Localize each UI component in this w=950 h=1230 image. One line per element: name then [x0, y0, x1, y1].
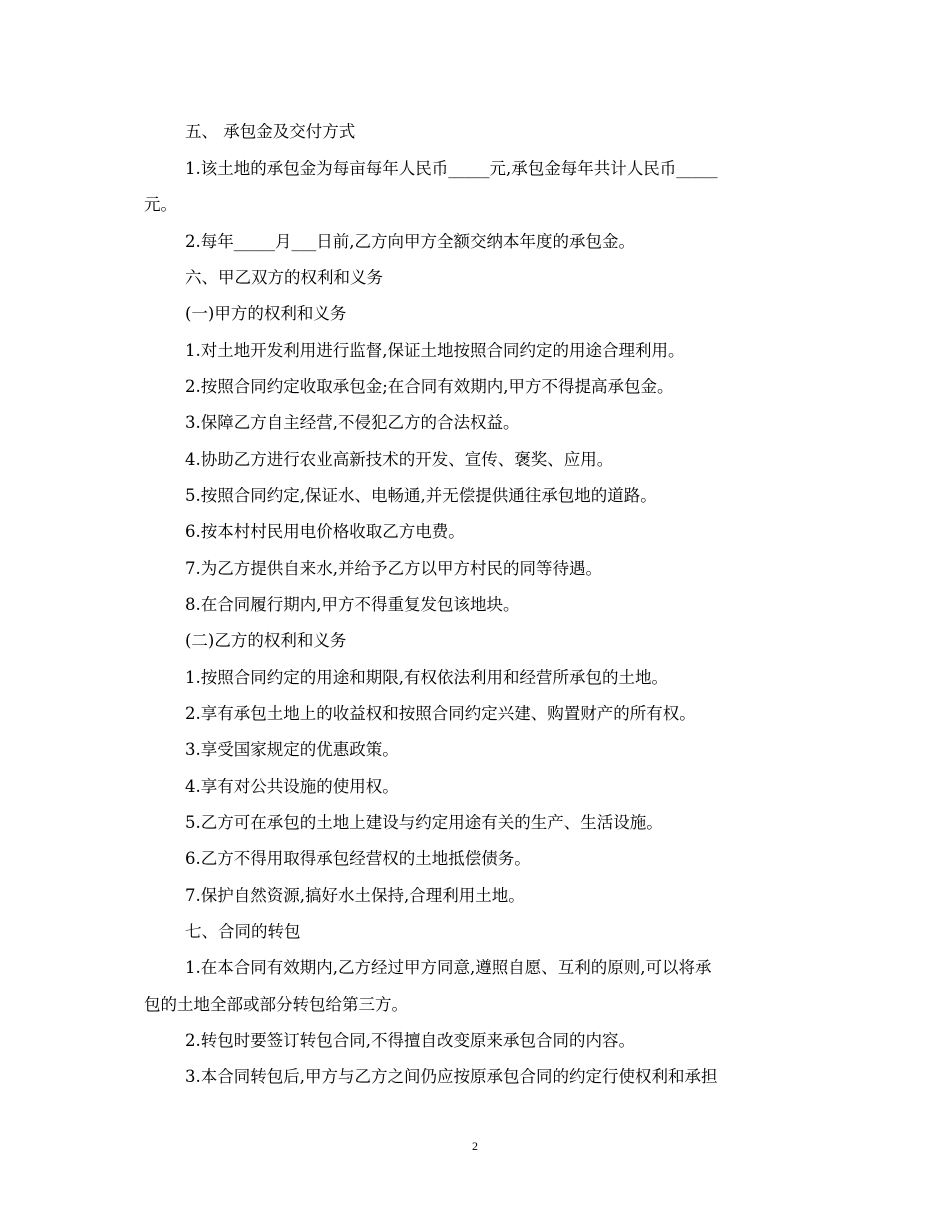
paragraph-line: 2.每年_____月___日前,乙方向甲方全额交纳本年度的承包金。 — [185, 232, 635, 251]
paragraph-line: 2.转包时要签订转包合同,不得擅自改变原来承包合同的内容。 — [185, 1031, 635, 1050]
section-heading-7: 七、合同的转包 — [185, 922, 301, 941]
section-heading-5: 五、 承包金及交付方式 — [185, 122, 356, 141]
paragraph-line: 8.在合同履行期内,甲方不得重复发包该地块。 — [185, 595, 520, 614]
paragraph-line: 5.乙方可在承包的土地上建设与约定用途有关的生产、生活设施。 — [185, 813, 663, 832]
paragraph-line: 4.协助乙方进行农业高新技术的开发、宣传、褒奖、应用。 — [185, 450, 614, 469]
subsection-heading: (二)乙方的权利和义务 — [185, 631, 347, 650]
page-number: 2 — [472, 1139, 478, 1153]
paragraph-line: 包的土地全部或部分转包给第三方。 — [144, 995, 408, 1014]
paragraph-line: 6.按本村村民用电价格收取乙方电费。 — [185, 522, 465, 541]
paragraph-line: 7.保护自然资源,搞好水土保持,合理利用土地。 — [185, 886, 525, 905]
paragraph-line: 5.按照合同约定,保证水、电畅通,并无偿提供通往承包地的道路。 — [185, 486, 657, 505]
paragraph-line: 7.为乙方提供自来水,并给予乙方以甲方村民的同等待遇。 — [185, 559, 602, 578]
subsection-heading: (一)甲方的权利和义务 — [185, 304, 347, 323]
paragraph-line: 1.在本合同有效期内,乙方经过甲方同意,遵照自愿、互利的原则,可以将承 — [185, 958, 712, 977]
paragraph-line: 2.按照合同约定收取承包金;在合同有效期内,甲方不得提高承包金。 — [185, 377, 674, 396]
section-heading-6: 六、甲乙双方的权利和义务 — [185, 268, 383, 287]
paragraph-line: 4.享有对公共设施的使用权。 — [185, 777, 399, 796]
paragraph-line: 6.乙方不得用取得承包经营权的土地抵偿债务。 — [185, 849, 531, 868]
paragraph-line: 3.本合同转包后,甲方与乙方之间仍应按原承包合同的约定行使权利和承担 — [185, 1067, 718, 1086]
paragraph-line: 1.该土地的承包金为每亩每年人民币_____元,承包金每年共计人民币_____ — [185, 159, 718, 178]
paragraph-line: 元。 — [144, 195, 177, 214]
paragraph-line: 3.享受国家规定的优惠政策。 — [185, 740, 399, 759]
paragraph-line: 1.按照合同约定的用途和期限,有权依法利用和经营所承包的土地。 — [185, 668, 668, 687]
paragraph-line: 1.对土地开发利用进行监督,保证土地按照合同约定的用途合理利用。 — [185, 341, 685, 360]
paragraph-line: 2.享有承包土地上的收益权和按照合同约定兴建、购置财产的所有权。 — [185, 704, 696, 723]
paragraph-line: 3.保障乙方自主经营,不侵犯乙方的合法权益。 — [185, 413, 520, 432]
